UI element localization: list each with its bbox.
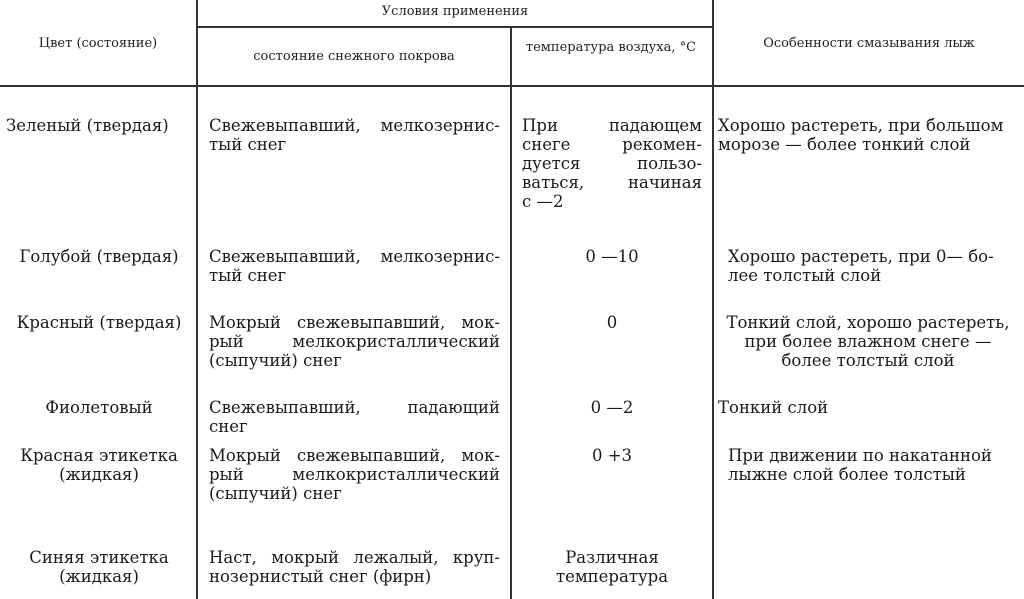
cell-line: морозе — более тонкий слой (718, 135, 971, 154)
cell-line: с —2 (522, 192, 564, 211)
cell-line: ваться, начиная (522, 173, 702, 192)
cell-temperature (522, 398, 702, 417)
cell-line: 0 +3 (591, 446, 633, 465)
cell-line: лыжне слой более толстый (728, 465, 966, 484)
body-divider-3 (712, 86, 714, 599)
cell-line: лее толстый слой (728, 266, 882, 285)
header-bottom-rule (0, 85, 1024, 87)
cell-color (6, 313, 192, 332)
header-temperature: температура воздуха, °C (525, 40, 697, 55)
cell-line: (сыпучий) снег (209, 484, 342, 503)
cell-snow (209, 548, 500, 586)
cell-line: Хорошо растереть, при большом (718, 116, 1004, 135)
cell-snow (209, 398, 500, 436)
cell-temperature (522, 548, 702, 586)
cell-features (718, 313, 1018, 370)
header-divider-left (196, 0, 198, 86)
cell-line: (жидкая) (59, 465, 139, 484)
cell-snow (209, 116, 500, 154)
conditions-group-underline (196, 26, 713, 28)
cell-line: рый мелкокристаллический (209, 465, 500, 484)
cell-line: нозернистый снег (фирн) (209, 567, 432, 586)
cell-features (728, 446, 1024, 484)
cell-features (718, 116, 1018, 154)
cell-line: Красная этикетка (20, 446, 178, 465)
header-snow: состояние снежного покрова (253, 49, 455, 64)
cell-color (6, 446, 192, 484)
cell-temperature (522, 116, 702, 211)
cell-features (718, 398, 1018, 417)
cell-temperature (522, 313, 702, 332)
cell-line: При движении по накатанной (728, 446, 992, 465)
cell-line: Свежевыпавший, падающий снег (209, 398, 500, 436)
cell-line: Фиолетовый (45, 398, 153, 417)
cell-line: Зеленый (твердая) (6, 116, 169, 135)
cell-line: тый снег (209, 266, 287, 285)
cell-line: Тонкий слой, хорошо растереть, (726, 313, 1010, 332)
cell-color (6, 398, 192, 417)
cell-snow (209, 446, 500, 503)
cell-line: При падающем (522, 116, 702, 135)
header-features: Особенности смазывания лыж (763, 36, 975, 51)
cell-snow (209, 247, 500, 285)
cell-line: Мокрый свежевыпавший, мок- (209, 446, 500, 465)
cell-line: снеге рекомен- (522, 135, 702, 154)
cell-line: Наст, мокрый лежалый, круп- (209, 548, 500, 567)
cell-line: Свежевыпавший, мелкозернис- (209, 116, 500, 135)
header-divider-middle (510, 28, 512, 86)
cell-line: (сыпучий) снег (209, 351, 342, 370)
cell-line: Мокрый свежевыпавший, мок- (209, 313, 500, 332)
cell-temperature (522, 247, 702, 266)
cell-line: более толстый слой (781, 351, 955, 370)
cell-line: Голубой (твердая) (19, 247, 179, 266)
cell-line: 0 —2 (590, 398, 634, 417)
body-divider-2 (510, 86, 512, 599)
cell-line: при более влажном снеге — (744, 332, 992, 351)
cell-line: рый мелкокристаллический (209, 332, 500, 351)
cell-line: Красный (твердая) (16, 313, 182, 332)
cell-line: тый снег (209, 135, 287, 154)
header-color: Цвет (состояние) (38, 36, 158, 51)
cell-color (6, 548, 192, 586)
cell-line: Хорошо растереть, при 0— бо- (728, 247, 994, 266)
cell-temperature (522, 446, 702, 465)
cell-line: Свежевыпавший, мелкозернис- (209, 247, 500, 266)
cell-line: Тонкий слой (718, 398, 829, 417)
cell-color (6, 116, 192, 135)
cell-color (6, 247, 192, 266)
cell-line: 0 (606, 313, 618, 332)
cell-line: температура (555, 567, 669, 586)
cell-line: Синяя этикетка (29, 548, 169, 567)
cell-features (728, 247, 1024, 285)
cell-line: (жидкая) (59, 567, 139, 586)
header-conditions-group: Условия применения (381, 4, 529, 19)
cell-snow (209, 313, 500, 370)
cell-line: дуется пользо- (522, 154, 702, 173)
body-divider-1 (196, 86, 198, 599)
cell-line: Различная (565, 548, 659, 567)
cell-line: 0 —10 (585, 247, 639, 266)
